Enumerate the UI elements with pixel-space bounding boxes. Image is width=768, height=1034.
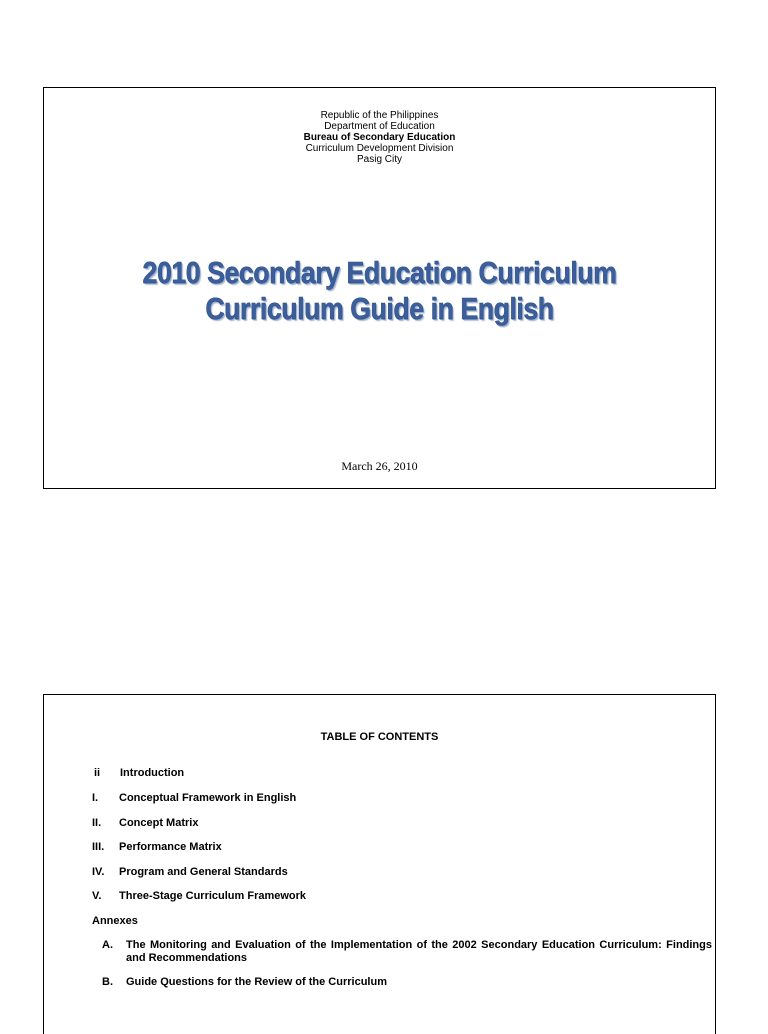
toc-item-number: IV. (92, 866, 105, 878)
title-line-1: 2010 Secondary Education Curriculum (142, 255, 617, 290)
document-date: March 26, 2010 (341, 459, 418, 473)
annex-item (102, 939, 712, 965)
header-line-republic: Republic of the Philippines (320, 110, 439, 121)
toc-item-number: III. (92, 841, 105, 853)
document-title (44, 255, 715, 327)
toc-item-number: ii (94, 767, 101, 779)
annex-item (102, 976, 712, 989)
toc-item-label: Program and General Standards (119, 866, 288, 878)
toc-item-number: V. (92, 890, 102, 902)
toc-item-label: Performance Matrix (119, 841, 222, 853)
toc-item-number: II. (92, 817, 102, 829)
toc-item-label: Concept Matrix (119, 817, 199, 829)
annex-letter: A. (102, 939, 113, 951)
header-line-bureau: Bureau of Secondary Education (303, 132, 456, 143)
header-line-division: Curriculum Development Division (305, 143, 454, 154)
cover-page (43, 87, 716, 489)
toc-title: TABLE OF CONTENTS (320, 731, 439, 743)
annex-label: Guide Questions for the Review of the Curriculum (126, 976, 387, 988)
toc-page (43, 694, 716, 1034)
annex-label: The Monitoring and Evaluation of the Implementation of the 2002 Secondary Education Curriculum: Findings and Recommendations (126, 939, 712, 964)
agency-header (44, 110, 715, 165)
annexes-heading: Annexes (92, 915, 138, 927)
toc-item-label: Conceptual Framework in English (119, 792, 297, 804)
annex-letter: B. (102, 976, 113, 988)
header-line-city: Pasig City (356, 154, 402, 165)
toc-item-label: Three-Stage Curriculum Framework (119, 890, 307, 902)
header-line-department: Department of Education (324, 121, 435, 132)
toc-item-label: Introduction (120, 767, 185, 779)
title-line-2: Curriculum Guide in English (205, 291, 554, 326)
toc-item-number: I. (92, 792, 99, 804)
